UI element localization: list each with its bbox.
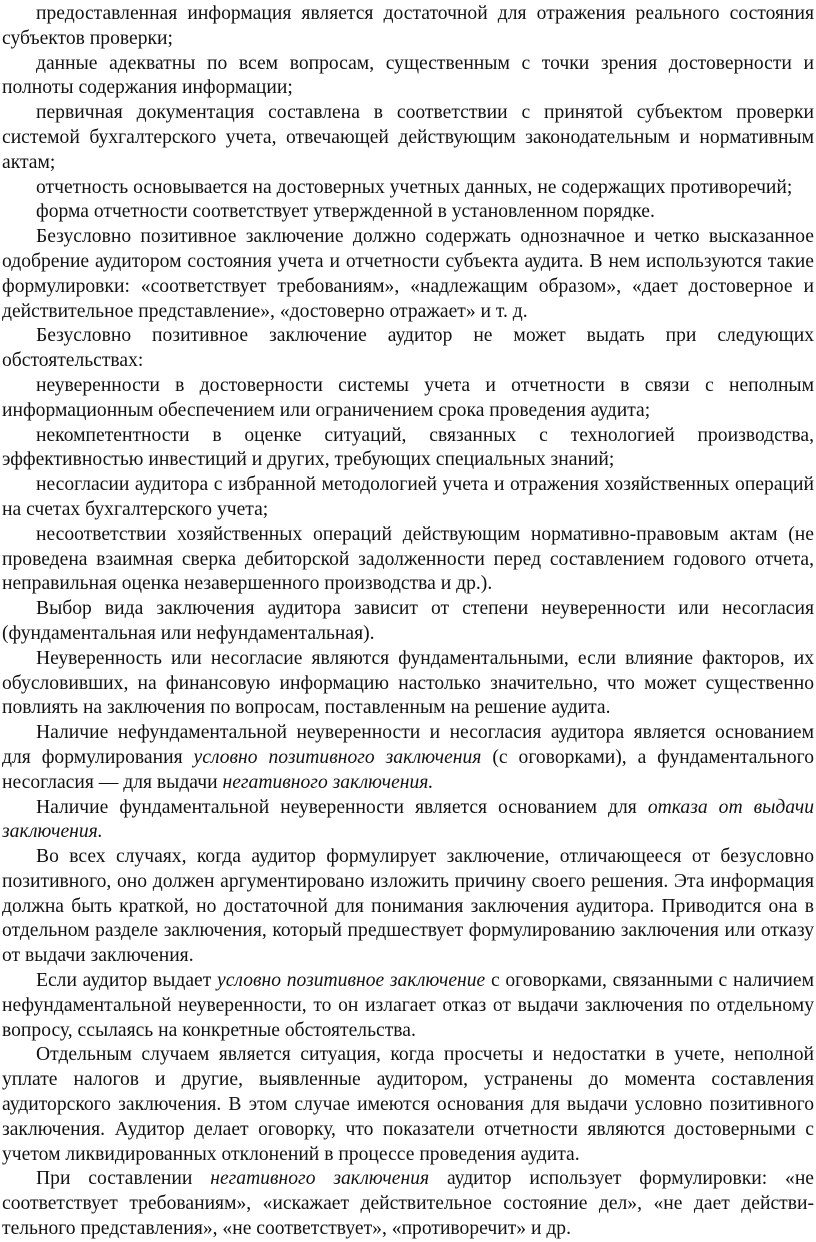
paragraph-14: Наличие нефундаментальной неуверенности и несогласия аудитора является основанием для формулирования условно позитивного заключения (с оговорками), а фундаментального несогласия — для выдачи негативного заключения.	[2, 722, 815, 793]
paragraph-13: Неуверенность или несогласие являются фундаментальными, если влияние факторов, их обусловивших, на финансовую информацию настолько значительно, что может существенно повлиять на заключения по вопросам, поставленным на решение аудита.	[2, 647, 814, 719]
italic-term: отказа от выдачи заключения.	[2, 796, 814, 843]
paragraph-17: Если аудитор выдает условно позитивное заключение с оговорками, связанными с наличием нефундаментальной неуверенности, то он излагает отказ от выдачи заключения по отдельному вопросу, ссылаясь на конкретные обстоятельства.	[2, 970, 814, 1041]
paragraph-7: Безусловно позитивное заключение аудитор не может выдать при следующих обстоятельствах:	[2, 325, 814, 372]
paragraph-16: Во всех случаях, когда аудитор формулирует заключение, отличающееся от безусловно позитивного, оно должен аргументировано изложить причину своего решения. Эта информация должна быть краткой, но достаточной для понимания заключения аудитора. Приводится она в отдельном разделе заключения, который предшествует формулированию заключения или отказу от выдачи заключения.	[2, 846, 814, 967]
paragraph-5: форма отчетности соответствует утвержденной в установленном порядке.	[36, 201, 655, 223]
paragraph-19: При составлении негативного заключения аудитор использует формулировки: «не соответствует требованиям», «искажает действительное состояние дел», «не дает действительного представления», «не соответствует», «противоречит» и др.	[2, 1168, 814, 1240]
italic-term: условно позитивного заключения	[193, 746, 482, 768]
paragraph-11: несоответствии хозяйственных операций действующим нормативно-правовым актам (не проведена взаимная сверка дебиторской задолженности перед составлением годового отчета, неправильная оценка незавершенного производства и др.).	[2, 523, 814, 595]
paragraph-10: несогласии аудитора с избранной методологией учета и отражения хозяйственных операций на счетах бухгалтерского учета;	[2, 474, 814, 520]
paragraph-9: некомпетентности в оценке ситуаций, связанных с технологией производства, эффективностью инвестиций и других, требующих специальных знаний;	[2, 424, 814, 471]
paragraph-4: отчетность основывается на достоверных учетных данных, не содержащих противоречий;	[36, 176, 793, 198]
paragraph-1: предоставленная информация является достаточной для отражения реального состояния субъектов проверки;	[2, 3, 814, 49]
paragraph-12: Выбор вида заключения аудитора зависит от степени неуверенности или несогласия (фундаментальная или нефундаментальная).	[2, 598, 814, 644]
paragraph-3: первичная документация составлена в соответствии с принятой субъектом проверки системой бухгалтерского учета, отвечающей действующим законодательным и нормативным актам;	[2, 102, 814, 173]
paragraph-2: данные адекватны по всем вопросам, существенным с точки зрения достоверности и полноты содержания информации;	[2, 52, 814, 99]
italic-term: негативного заключения	[210, 1168, 430, 1190]
paragraph-6: Безусловно позитивное заключение должно содержать однозначное и четко высказанное одобрение аудитором состояния учета и отчетности субъекта аудита. В нем используются такие формулировки: «соответствует требованиям», «надлежащим образом», «дает достоверное и действительное представление», «достоверно отражает» и т. д.	[2, 226, 814, 322]
italic-term: условно позитивное заключение	[217, 970, 486, 992]
paragraph-8: неуверенности в достоверности системы учета и отчетности в связи с неполным информационным обеспечением или ограничением срока проведения аудита;	[2, 374, 814, 421]
italic-term: негативного заключения.	[222, 771, 434, 793]
paragraph-18: Отдельным случаем является ситуация, когда просчеты и недостатки в учете, неполной уплате налогов и другие, выявленные аудитором, устранены до момента составления аудиторского заключения. В этом случае имеются основания для выдачи условно позитивного заключения. Аудитор делает оговорку, что показатели отчетности являются достоверными с учетом ликвидированных отклонений в процессе проведения аудита.	[2, 1044, 814, 1165]
paragraph-15: Наличие фундаментальной неуверенности является основанием для отказа от выдачи заключения.	[2, 796, 814, 843]
